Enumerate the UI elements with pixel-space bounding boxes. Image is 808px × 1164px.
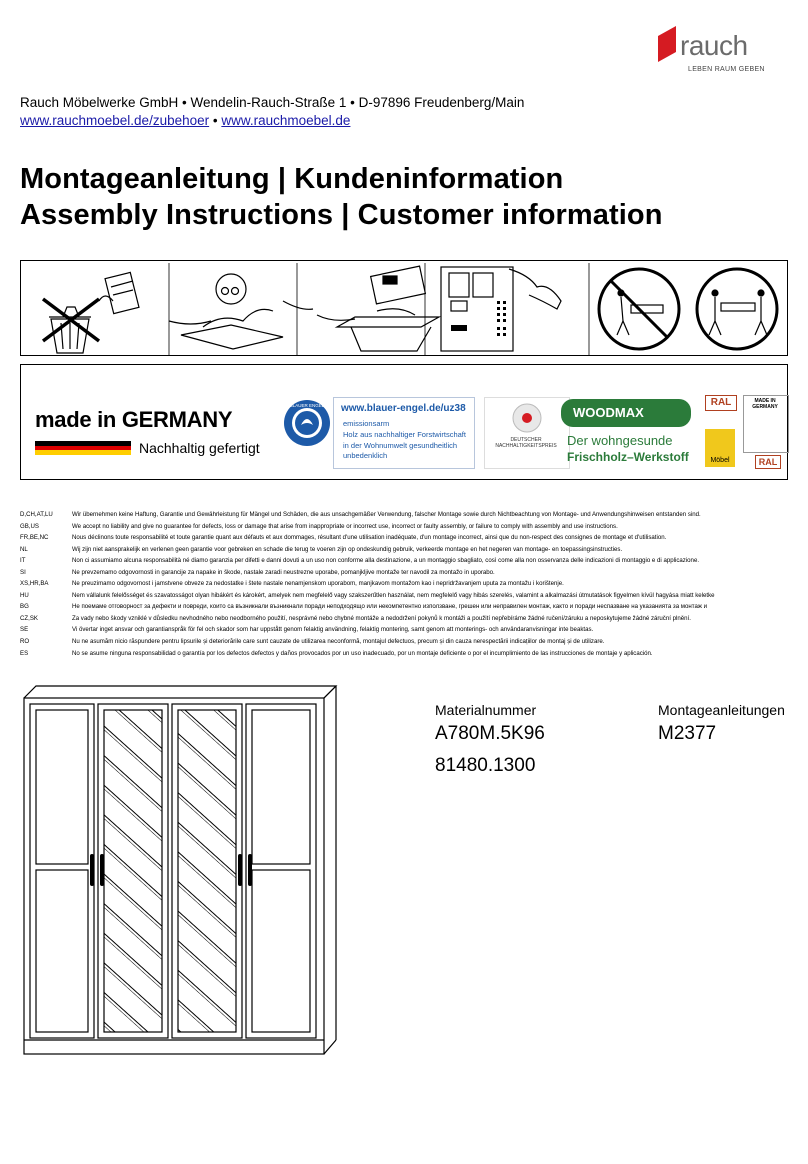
woodmax-line-2: Frischholz–Werkstoff <box>567 450 689 464</box>
woodmax-label: WOODMAX <box>573 405 644 420</box>
moebel-label: Möbel <box>710 457 730 464</box>
language-code: SE <box>20 626 29 634</box>
disclaimer-row <box>20 648 788 660</box>
disclaimer-row <box>20 590 788 602</box>
instructions-number: M2377 <box>658 723 717 744</box>
keep-instructions-icon <box>317 266 439 351</box>
accessories-link[interactable]: www.rauchmoebel.de/zubehoer <box>20 113 210 128</box>
disclaimer-row <box>20 567 788 579</box>
brand-tagline: LEBEN RAUM GEBEN <box>688 66 765 73</box>
instructions-pictogram-strip <box>20 260 788 356</box>
door-handle <box>248 854 252 886</box>
company-address: Rauch Möbelwerke GmbH • Wendelin-Rauch-Straße 1 • D-97896 Freudenberg/Main <box>20 95 525 110</box>
read-instructions-icon <box>169 274 313 349</box>
disclaimer-text: Non ci assumiamo alcuna responsabilità né diamo garanzia per difetti e danni dovuti a un uso non conforme alla destinazione, a un montaggio sbagliato, così come alla non osservanza delle indicazioni di montaggio e di applicazione. <box>72 557 700 565</box>
no-single-lift-icon <box>599 269 679 349</box>
disclaimer-row <box>20 578 788 590</box>
disclaimer-row <box>20 613 788 625</box>
disclaimer-row <box>20 521 788 533</box>
disclaimer-text: No se asume ninguna responsabilidad o garantía por los defectos defectos y daños provocados por un uso inadecuado, por un montaje deficiente o por el incumplimiento de las instrucciones de montaje y aplicación. <box>72 649 653 657</box>
two-person-lift-icon <box>697 269 777 349</box>
disclaimer-row <box>20 555 788 567</box>
rauch-logo-mark <box>658 26 680 62</box>
language-code: GB,US <box>20 522 39 530</box>
disclaimer-row <box>20 532 788 544</box>
made-in-germany-label: made in GERMANY <box>35 407 233 432</box>
blauer-engel-url: www.blauer-engel.de/uz38 <box>341 403 466 414</box>
door-handle <box>90 854 94 886</box>
disclaimer-row <box>20 509 788 521</box>
material-number-label: Materialnummer <box>435 702 537 718</box>
blauer-engel-icon <box>283 399 331 447</box>
article-number: 81480.1300 <box>435 755 536 776</box>
disclaimer-text: Za vady nebo škody vzniklé v důsledku nevhodného nebo neodborného použití, nesprávné nebo chybné montáže a nedodržení pokynů k montáži a použití nepřebíráme žádné ručení/záruku a neposkytujeme žádné záruční plnění. <box>72 614 691 622</box>
disclaimer-text: Nous déclinons toute responsabilité et toute garantie quant aux défauts et aux dommages, résultant d'une utilisation inadéquate, d'un montage incorrect, ainsi que du non-respect des consignes de montage et d'utilisation. <box>72 534 667 542</box>
disclaimer-text: Wij zijn niet aansprakelijk en verlenen geen garantie voor gebreken en schade die terug te voeren zijn op ondeskundig gebruik, verkeerde montage en het negeren van montage- en toepassingsinstructies. <box>72 545 623 553</box>
disclaimer-text: Ne prevzemamo odgovornosti in garancije za napake in škode, nastale zaradi neustrezne uporabe, pomanjkljive montaže ter navodil za montažo in uporabo. <box>72 568 495 576</box>
disclaimer-text: We accept no liability and give no guarantee for defects, loss or damage that arise from inappropriate or incorrect use, incorrect or faulty assembly, or failure to comply with assembly and use instructions. <box>72 522 618 530</box>
disclaimer-row <box>20 544 788 556</box>
page-title-en: Assembly Instructions | Customer information <box>20 199 663 231</box>
brand-name: rauch <box>680 30 748 61</box>
disclaimer-text: Ne preuzimamo odgovornost i jamstvene obveze za nedostatke i štete nastale nenamjenskom uporabom, manjkavom montažom kao i nepridržavanjem uputa za montažu i korištenje. <box>72 580 564 588</box>
instructions-number-label: Montageanleitungen <box>658 702 785 718</box>
language-code: ES <box>20 649 29 657</box>
header-links <box>20 113 350 128</box>
seal-label: MADE IN GERMANY <box>752 398 778 410</box>
woodmax-line-1: Der wohngesunde <box>567 433 673 448</box>
sustainability-award-box <box>484 397 570 469</box>
wardrobe-illustration <box>20 684 340 1066</box>
homepage-link[interactable]: www.rauchmoebel.de <box>221 113 351 128</box>
german-flag-icon <box>35 441 131 455</box>
blauer-engel-item: emissionsarm <box>343 419 390 428</box>
language-code: CZ,SK <box>20 614 38 622</box>
disclaimer-text: Vi övertar inget ansvar och garantianspråk för fel och skador som har uppstått genom felaktig användning, felaktig montering, samt genom att monterings- och användaranvisningar inte beaktas. <box>72 626 594 634</box>
disclaimer-row <box>20 601 788 613</box>
blauer-engel-item: Holz aus nachhaltiger Forstwirtschaft <box>343 430 466 439</box>
language-code: RO <box>20 638 30 646</box>
rauch-logo <box>658 22 768 82</box>
ral-badge-secondary: RAL <box>755 455 781 469</box>
language-code: NL <box>20 545 28 553</box>
language-code: HU <box>20 591 29 599</box>
blauer-engel-item: in der Wohnumwelt gesundheitlich unbedenklich <box>343 441 458 460</box>
page-title-de: Montageanleitung | Kundeninformation <box>20 163 564 195</box>
disclaimer-text: Не поемаме отговорност за дефекти и повреди, които са възникнали възникнали поради неподходящо или некомпетентно използване, грешен или неправилен монтаж, както и поради неспазване на указанията за монтаж и <box>72 603 708 611</box>
door-handle <box>100 854 104 886</box>
language-code: IT <box>20 557 26 565</box>
link-separator: • <box>209 113 222 128</box>
ral-badge: RAL <box>705 395 737 411</box>
certification-banner <box>20 364 788 480</box>
disclaimer-text: Nem vállalunk felelősséget és szavatosságot olyan hibákért és károkért, amelyek nem megfelelő vagy szakszerűtlen használat, nem megfelelő vagy hibás szerelés, valamint a alkalmazási útmutatások figyelmen kívül hagyása miatt keletke <box>72 591 715 599</box>
language-code: BG <box>20 603 29 611</box>
disclaimer-text: Wir übernehmen keine Haftung, Garantie und Gewährleistung für Mängel und Schäden, die aus unsachgemäßer Verwendung, falscher Montage sowie durch Nichtbeachtung von Montage- und Anwendungshinweisen entstanden sind. <box>72 511 701 518</box>
material-number: A780M.5K96 <box>435 723 545 744</box>
language-code: XS,HR,BA <box>20 580 49 588</box>
disclaimer-row <box>20 624 788 636</box>
check-contents-icon <box>441 267 561 351</box>
language-code: FR,BE,NC <box>20 534 49 542</box>
blauer-engel-logo-text: BLAUER ENGEL <box>289 403 325 408</box>
door-handle <box>238 854 242 886</box>
liability-disclaimer <box>20 509 788 659</box>
award-label: DEUTSCHER NACHHALTIGKEITSPREIS <box>495 437 557 449</box>
language-code: SI <box>20 568 26 576</box>
pictogram-illustrations <box>21 261 789 357</box>
sustainable-label: Nachhaltig gefertigt <box>139 440 260 456</box>
disclaimer-text: Nu ne asumăm nicio răspundere pentru lipsurile și deteriorările care sunt cauzate de utilizarea neconformă, montajul defectuos, precum și din cauza nerespectării indicațiilor de montaj și de utilizare. <box>72 638 605 646</box>
disclaimer-row <box>20 636 788 648</box>
do-not-discard-icon <box>43 272 139 353</box>
award-medal-icon <box>485 398 569 438</box>
language-code: D,CH,AT,LU <box>20 511 53 518</box>
